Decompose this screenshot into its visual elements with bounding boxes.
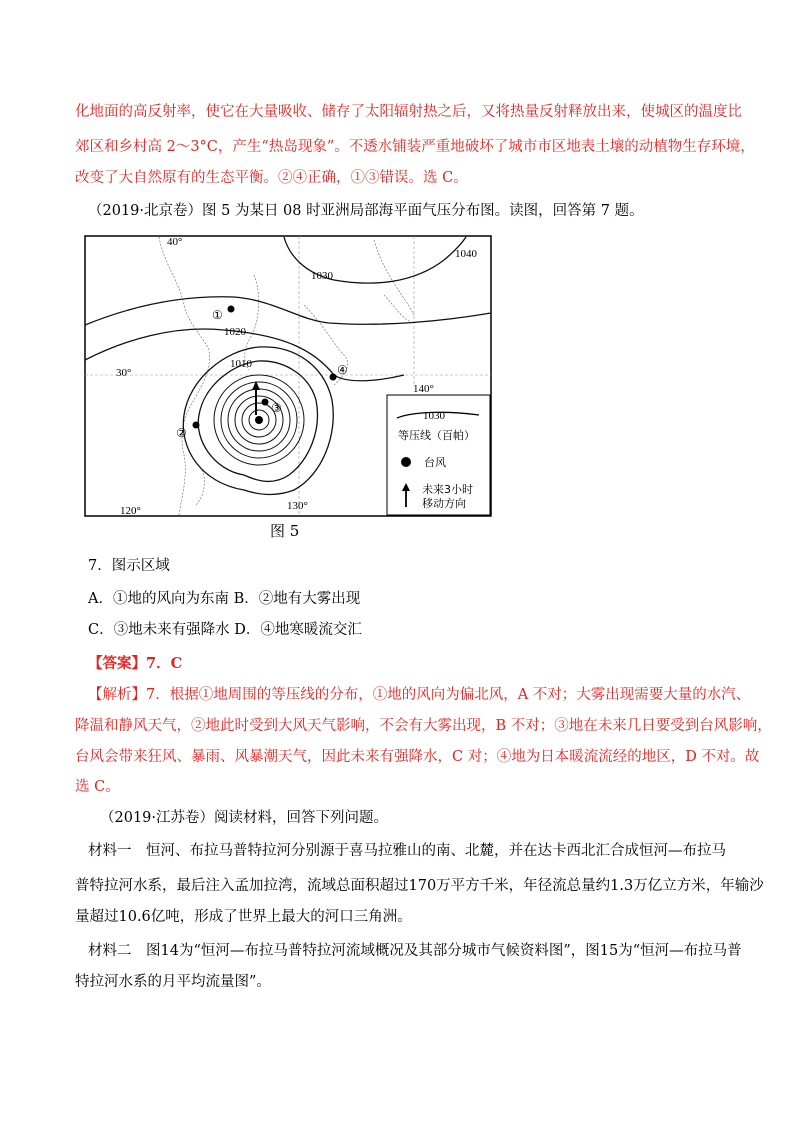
material1-line1: 材料一 恒河、布拉马普特拉河分别源于喜马拉雅山的南、北麓，并在达卡西北汇合成恒河—布拉马 <box>88 843 726 859</box>
legend-isobar-sample: 1030 <box>423 410 445 422</box>
intro-jiangsu: （2019·江苏卷）阅读材料，回答下列问题。 <box>100 810 389 826</box>
analysis-line1: 【解析】7．根据①地周围的等压线的分布，①地的风向为偏北风，A 不对；大雾出现需要大量的水汽、 <box>88 687 751 703</box>
material1-line2: 普特拉河水系，最后注入孟加拉湾，流域总面积超过170万平方千米，年径流总量约1.3万亿立方米，年输沙 <box>75 878 764 894</box>
sea-level-pressure-map <box>84 235 492 517</box>
point-1-dot <box>228 306 235 313</box>
question7-options-ab: A．①地的风向为东南 B．②地有大雾出现 <box>88 591 361 607</box>
legend-direction-line2: 移动方向 <box>422 497 466 510</box>
question7-stem: 7．图示区域 <box>88 558 170 574</box>
point-4-label: ④ <box>337 363 348 377</box>
analysis-line2: 降温和静风天气，②地此时受到大风天气影响，不会有大雾出现，B 不对；③地在未来几日要受到台风影响， <box>75 718 772 734</box>
lon-label-140: 140° <box>413 383 434 395</box>
lat-label-30: 30° <box>116 367 132 379</box>
point-4-dot <box>330 374 337 381</box>
point-1-label: ① <box>212 308 223 322</box>
question7-options-cd: C．③地未来有强降水 D．④地寒暖流交汇 <box>88 622 362 638</box>
legend-isobar: 等压线（百帕） <box>398 429 475 442</box>
point-2-dot <box>193 422 200 429</box>
lon-label-120: 120° <box>120 505 141 517</box>
material2-line2: 特拉河水系的月平均流量图”。 <box>75 974 271 990</box>
legend-typhoon-icon <box>401 457 411 467</box>
isobar-label-1010: 1010 <box>230 358 252 370</box>
isobar-label-1020: 1020 <box>224 326 246 338</box>
analysis-line4: 选 C。 <box>75 779 120 795</box>
point-2-label: ② <box>176 426 187 440</box>
paragraph1-line2: 郊区和乡村高 2～3°C，产生“热岛现象”。不透水铺装严重地破坏了城市市区地表土壤的动植物生存环境， <box>75 139 755 155</box>
legend-typhoon: 台风 <box>424 456 446 469</box>
material2-line1: 材料二 图14为“恒河—布拉马普特拉河流域概况及其部分城市气候资料图”，图15为“恒河—布拉马普 <box>88 943 742 959</box>
intro-beijing: （2019·北京卷）图 5 为某日 08 时亚洲局部海平面气压分布图。读图，回答第 7 题。 <box>88 203 644 219</box>
point-3-dot <box>262 399 269 406</box>
typhoon-center-icon <box>255 416 263 424</box>
answer: 【答案】7．C <box>88 655 183 672</box>
lon-label-130: 130° <box>287 500 308 512</box>
isobar-label-1040: 1040 <box>455 248 477 260</box>
map-legend <box>387 395 490 515</box>
point-3-label: ③ <box>271 401 282 415</box>
paragraph1-line1: 化地面的高反射率，使它在大量吸收、储存了太阳辐射热之后，又将热量反射释放出来，使城区的温度比 <box>75 104 742 120</box>
analysis-line3: 台风会带来狂风、暴雨、风暴潮天气，因此未来有强降水，C 对；④地为日本暖流流经的地区，D 不对。故 <box>75 749 760 765</box>
legend-direction-line1: 未来3小时 <box>422 483 473 496</box>
lat-label-40: 40° <box>167 236 183 248</box>
paragraph1-line3: 改变了大自然原有的生态平衡。②④正确，①③错误。选 C。 <box>75 170 468 186</box>
map-caption: 图 5 <box>270 522 300 540</box>
material1-line3: 量超过10.6亿吨，形成了世界上最大的河口三角洲。 <box>75 909 412 925</box>
isobar-label-1030: 1030 <box>311 270 333 282</box>
